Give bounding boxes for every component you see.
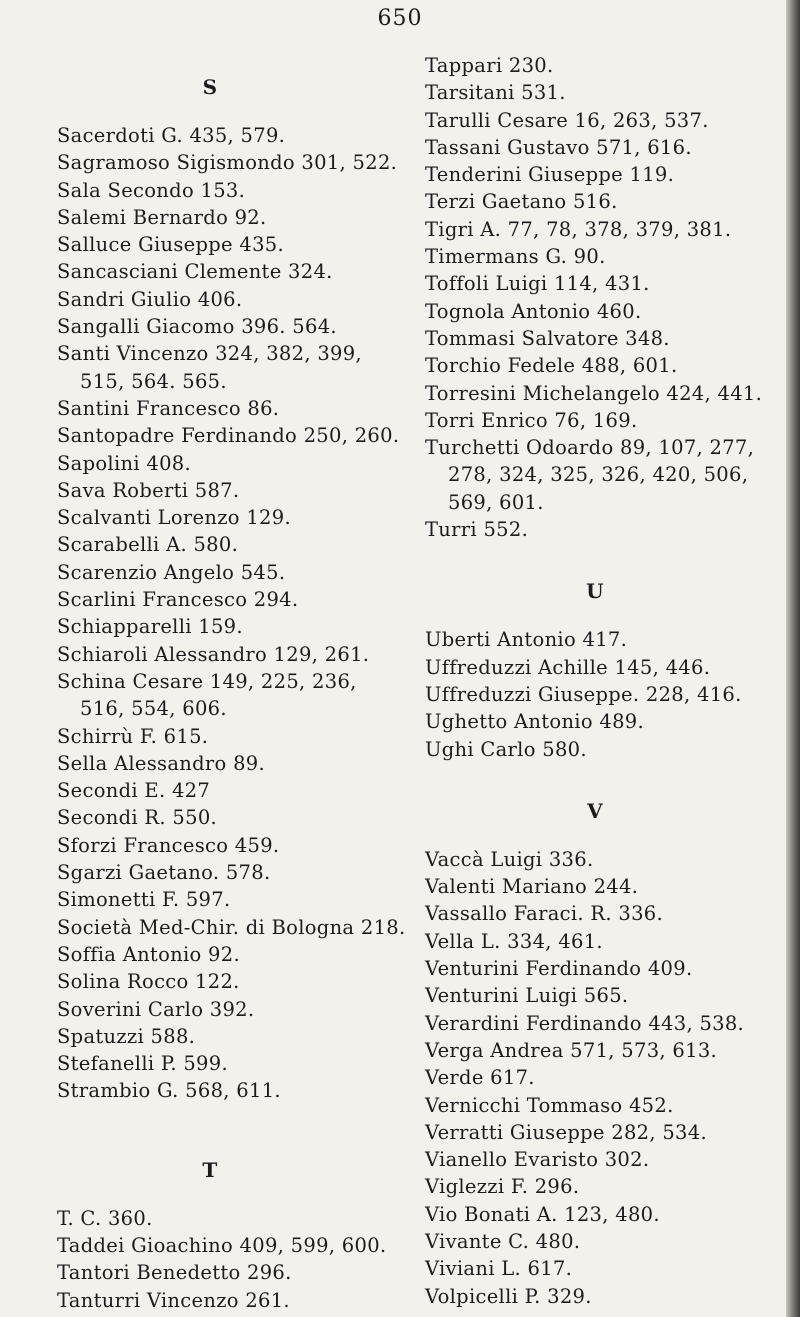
index-entry: Secondi R. 550. — [57, 806, 218, 830]
index-entry: Tigri A. 77, 78, 378, 379, 381. — [425, 217, 732, 241]
index-entry: Taddei Gioachino 409, 599, 600. — [57, 1233, 387, 1257]
index-entry: Verde 617. — [425, 1066, 535, 1090]
index-entry: Tassani Gustavo 571, 616. — [425, 135, 692, 159]
index-entry: Strambio G. 568, 611. — [57, 1079, 281, 1103]
index-entry-continuation: 569, 601. — [448, 490, 544, 514]
index-entry: Schiapparelli 159. — [57, 615, 243, 639]
section-letter-v: V — [587, 798, 603, 823]
index-entry: Tognola Antonio 460. — [425, 299, 642, 323]
index-entry: Sandri Giulio 406. — [57, 287, 243, 311]
index-entry: Tarulli Cesare 16, 263, 537. — [425, 108, 709, 132]
index-entry: Secondi E. 427 — [57, 779, 211, 803]
index-entry: Torresini Michelangelo 424, 441. — [425, 381, 763, 405]
index-entry: Timermans G. 90. — [425, 245, 606, 269]
section-letter-u: U — [586, 579, 604, 604]
section-t-continued-entries — [425, 52, 785, 543]
index-entry: Ughetto Antonio 489. — [425, 710, 644, 734]
index-entry: Stefanelli P. 599. — [57, 1052, 228, 1076]
index-entry: Salemi Bernardo 92. — [57, 205, 267, 229]
index-entry: Torchio Fedele 488, 601. — [425, 354, 678, 378]
index-entry: Sgarzi Gaetano. 578. — [57, 861, 271, 885]
index-entry: Verratti Giuseppe 282, 534. — [425, 1120, 707, 1144]
index-entry: Schina Cesare 149, 225, 236, — [57, 669, 357, 693]
index-entry: Vianello Evaristo 302. — [425, 1148, 650, 1172]
index-entry: Venturini Ferdinando 409. — [425, 957, 693, 981]
index-entry: Santi Vincenzo 324, 382, 399, — [57, 342, 362, 366]
section-letter-t: T — [202, 1157, 218, 1182]
index-entry: Schirrù F. 615. — [57, 724, 209, 748]
index-entry: Sancasciani Clemente 324. — [57, 260, 333, 284]
index-entry: Venturini Luigi 565. — [425, 984, 629, 1008]
index-entry: Sangalli Giacomo 396. 564. — [57, 315, 337, 339]
index-entry: Tommasi Salvatore 348. — [425, 326, 670, 350]
index-entry: Sacerdoti G. 435, 579. — [57, 124, 286, 147]
index-entry: Tantori Benedetto 296. — [57, 1261, 292, 1285]
section-s-entries — [57, 122, 427, 1105]
index-entry: Vio Bonati A. 123, 480. — [425, 1202, 660, 1226]
index-entry: Sala Secondo 153. — [57, 178, 246, 202]
index-entry: Sapolini 408. — [57, 451, 191, 475]
index-entry: Società Med-Chir. di Bologna 218. — [57, 915, 406, 939]
index-entry-continuation: 278, 324, 325, 326, 420, 506, — [448, 463, 749, 487]
index-entry: Scalvanti Lorenzo 129. — [57, 506, 291, 530]
index-entry: Solina Rocco 122. — [57, 970, 240, 994]
index-entry: Terzi Gaetano 516. — [425, 190, 618, 214]
index-entry: Spatuzzi 588. — [57, 1024, 196, 1048]
index-entry: Turri 552. — [425, 518, 529, 542]
index-entry: Viglezzi F. 296. — [425, 1175, 580, 1199]
index-entry: Vernicchi Tommaso 452. — [425, 1093, 674, 1117]
index-entry: T. C. 360. — [57, 1206, 153, 1230]
index-entry: Salluce Giuseppe 435. — [57, 233, 285, 257]
index-entry: Santopadre Ferdinando 250, 260. — [57, 424, 400, 448]
index-entry: Tappari 230. — [425, 54, 554, 77]
page-number: 650 — [377, 6, 423, 31]
index-entry: Schiaroli Alessandro 129, 261. — [57, 642, 370, 666]
index-entry: Uffreduzzi Giuseppe. 228, 416. — [425, 682, 742, 706]
index-entry-continuation: 515, 564. 565. — [80, 369, 227, 393]
index-entry: Torri Enrico 76, 169. — [425, 408, 638, 432]
index-entry: Vaccà Luigi 336. — [425, 847, 594, 871]
section-letter-s: S — [202, 75, 218, 99]
index-entry: Ughi Carlo 580. — [425, 737, 587, 761]
index-entry: Tarsitani 531. — [425, 81, 566, 105]
index-entry: Valenti Mariano 244. — [425, 875, 639, 899]
index-entry: Soverini Carlo 392. — [57, 997, 255, 1021]
index-entry: Santini Francesco 86. — [57, 396, 280, 420]
index-entry: Verardini Ferdinando 443, 538. — [425, 1011, 745, 1035]
index-entry: Toffoli Luigi 114, 431. — [425, 272, 650, 296]
index-entry: Sforzi Francesco 459. — [57, 833, 280, 857]
left-column — [57, 52, 427, 1314]
index-entry: Scarlini Francesco 294. — [57, 588, 299, 612]
index-entry: Scarabelli A. 580. — [57, 533, 239, 557]
index-entry: Soffia Antonio 92. — [57, 942, 240, 966]
index-entry: Vella L. 334, 461. — [425, 929, 603, 953]
index-entry: Uberti Antonio 417. — [425, 628, 628, 652]
index-entry: Tanturri Vincenzo 261. — [57, 1288, 290, 1312]
index-entry: Tenderini Giuseppe 119. — [425, 163, 675, 187]
index-entry: Vassallo Faraci. R. 336. — [425, 902, 664, 926]
index-entry: Volpicelli P. 329. — [425, 1284, 592, 1308]
section-u-entries — [425, 626, 785, 762]
index-entry: Sava Roberti 587. — [57, 478, 240, 502]
index-entry: Verga Andrea 571, 573, 613. — [425, 1038, 718, 1062]
index-entry: Simonetti F. 597. — [57, 888, 231, 912]
index-entry: Viviani L. 617. — [425, 1257, 573, 1281]
index-entry: Uffreduzzi Achille 145, 446. — [425, 655, 711, 679]
page-edge-shadow — [786, 0, 800, 1317]
right-column — [425, 52, 785, 1310]
index-entry: Sella Alessandro 89. — [57, 751, 266, 775]
index-entry: Sagramoso Sigismondo 301, 522. — [57, 151, 398, 175]
index-entry: Vivante C. 480. — [425, 1229, 581, 1253]
index-entry-continuation: 516, 554, 606. — [80, 697, 227, 721]
index-entry: Turchetti Odoardo 89, 107, 277, — [425, 436, 755, 460]
section-v-entries — [425, 846, 785, 1310]
index-entry: Scarenzio Angelo 545. — [57, 560, 286, 584]
section-t-entries — [57, 1205, 427, 1314]
